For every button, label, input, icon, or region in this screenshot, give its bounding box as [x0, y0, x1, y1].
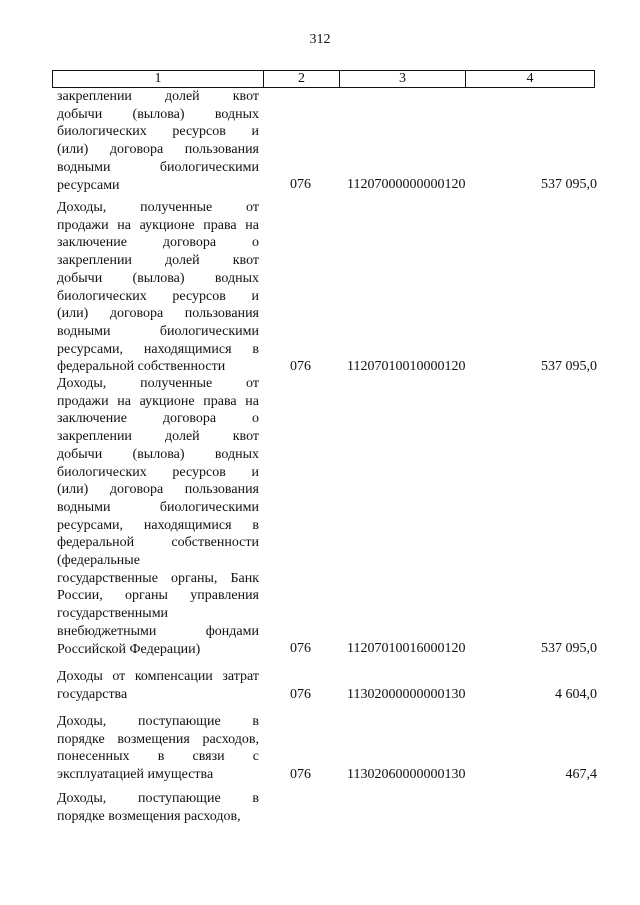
- description-line: (или) договора пользования: [57, 306, 259, 322]
- description-line: Доходы, поступающие в: [57, 791, 259, 806]
- description-line: государства: [57, 686, 128, 702]
- description-line: государственные органы, Банк: [57, 570, 259, 586]
- description-line: Доходы от компенсации затрат: [57, 669, 259, 684]
- description-line: ресурсами: [57, 177, 120, 193]
- description-line: заключение договора о: [57, 235, 259, 251]
- row-description: [57, 375, 259, 658]
- row-kbk-code: 11207010010000120: [347, 359, 466, 375]
- description-line: федеральной собственности: [57, 359, 226, 375]
- description-line: водными биологическими: [57, 323, 259, 339]
- description-line: водными биологическими: [57, 159, 259, 175]
- header-col-4: 4: [526, 71, 534, 86]
- row-kbk-code: 11302000000000130: [347, 686, 466, 702]
- description-line: внебюджетными фондами: [57, 623, 259, 639]
- description-line: закреплении долей квот: [57, 253, 259, 269]
- row-amount: 4 604,0: [555, 686, 597, 702]
- row-admin-code: 076: [290, 686, 311, 702]
- header-col-1: 1: [53, 71, 264, 87]
- description-line: Российской Федерации): [57, 641, 201, 657]
- description-line: федеральной собственности: [57, 535, 259, 551]
- table-row: [57, 375, 597, 658]
- row-kbk-code: 11207000000000120: [347, 177, 466, 193]
- description-line: Доходы, поступающие в: [57, 714, 259, 729]
- description-line: водными биологическими: [57, 499, 259, 515]
- row-admin-code: 076: [290, 359, 311, 375]
- description-line: добычи (вылова) водных: [57, 446, 259, 462]
- description-line: эксплуатацией имущества: [57, 767, 214, 783]
- description-line: (или) договора пользования: [57, 142, 259, 158]
- description-line: (или) договора пользования: [57, 482, 259, 498]
- header-col-3: 3: [340, 71, 466, 87]
- description-line: ресурсами, находящимися в: [57, 341, 259, 357]
- table-row: [57, 713, 597, 784]
- row-description: [57, 199, 259, 376]
- description-line: продажи на аукционе права на: [57, 393, 259, 409]
- row-description: [57, 88, 259, 194]
- row-amount: 537 095,0: [541, 177, 597, 193]
- row-kbk-code: 11302060000000130: [347, 767, 466, 783]
- description-line: закреплении долей квот: [57, 429, 259, 445]
- description-line: понесенных в связи с: [57, 749, 259, 765]
- description-line: Доходы, полученные от: [57, 376, 259, 391]
- description-line: биологических ресурсов и: [57, 288, 259, 304]
- description-line: закреплении долей квот: [57, 89, 259, 104]
- description-line: порядке возмещения расходов,: [57, 808, 241, 824]
- row-description: [57, 713, 259, 784]
- table-row: [57, 88, 597, 194]
- row-description: [57, 668, 259, 703]
- description-line: биологических ресурсов и: [57, 464, 259, 480]
- description-line: Доходы, полученные от: [57, 200, 259, 215]
- header-col-2: 2: [264, 71, 340, 87]
- description-line: добычи (вылова) водных: [57, 270, 259, 286]
- row-description: [57, 790, 259, 825]
- description-line: (федеральные: [57, 553, 140, 569]
- row-admin-code: 076: [290, 767, 311, 783]
- description-line: заключение договора о: [57, 411, 259, 427]
- row-kbk-code: 11207010016000120: [347, 641, 466, 657]
- description-line: ресурсами, находящимися в: [57, 517, 259, 533]
- description-line: добычи (вылова) водных: [57, 106, 259, 122]
- row-amount: 467,4: [565, 767, 597, 783]
- row-admin-code: 076: [290, 177, 311, 193]
- description-line: порядке возмещения расходов,: [57, 731, 259, 747]
- page-number: 312: [309, 32, 331, 47]
- description-line: продажи на аукционе права на: [57, 217, 259, 233]
- description-line: государственными: [57, 606, 169, 622]
- row-admin-code: 076: [290, 641, 311, 657]
- table-header: [52, 70, 595, 88]
- row-amount: 537 095,0: [541, 359, 597, 375]
- table-row: [57, 199, 597, 376]
- row-amount: 537 095,0: [541, 641, 597, 657]
- description-line: России, органы управления: [57, 588, 259, 604]
- table-row: [57, 790, 597, 825]
- table-row: [57, 668, 597, 703]
- description-line: биологических ресурсов и: [57, 124, 259, 140]
